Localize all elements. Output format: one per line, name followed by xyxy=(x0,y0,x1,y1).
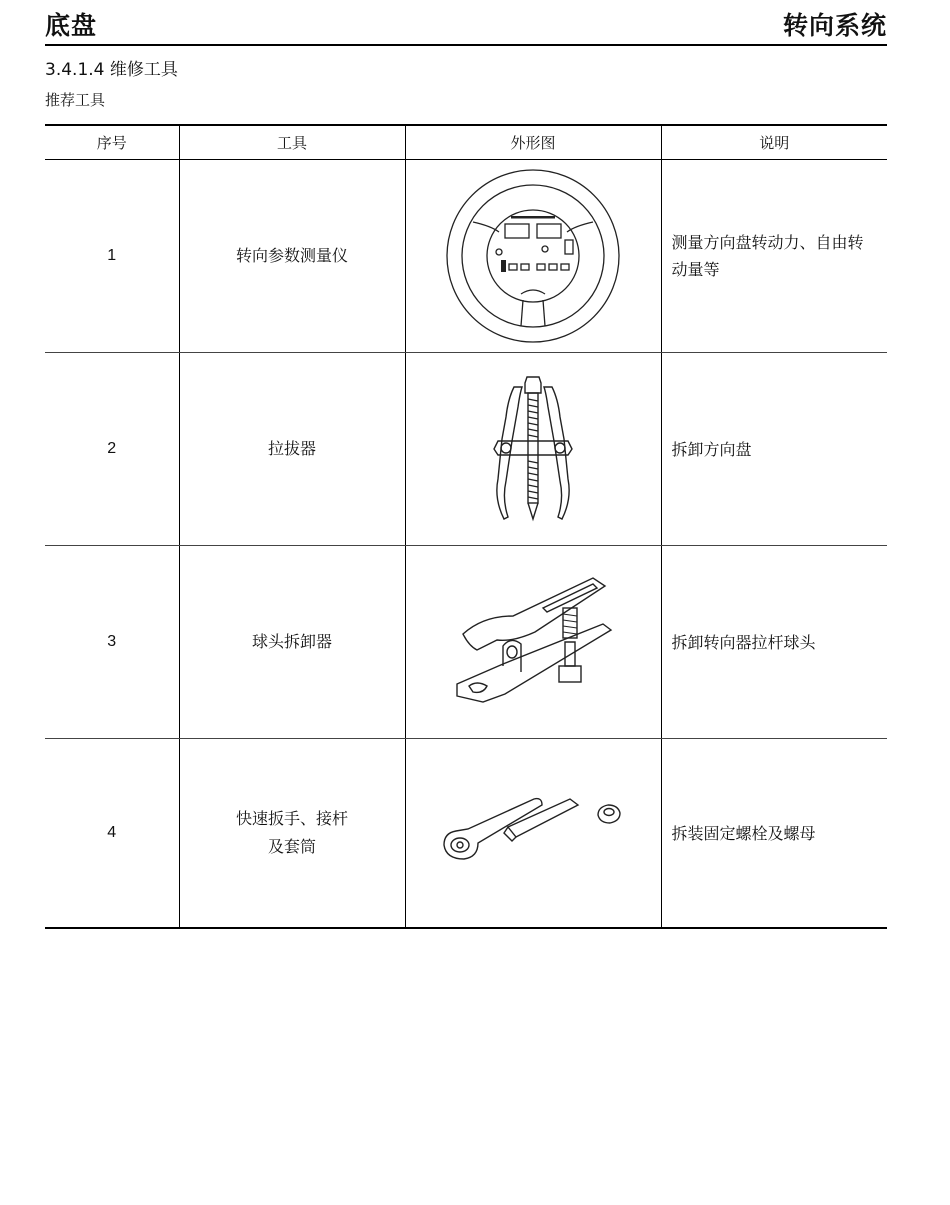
table-row xyxy=(45,160,887,353)
header-illustration: 外形图 xyxy=(405,125,661,160)
row-number: 1 xyxy=(45,160,179,353)
row-number: 2 xyxy=(45,353,179,546)
steering-parameter-tester-icon xyxy=(443,166,623,346)
page-header xyxy=(45,4,887,46)
table-header-row xyxy=(45,125,887,160)
table-row xyxy=(45,353,887,546)
table-row xyxy=(45,739,887,929)
tool-name-line: 及套筒 xyxy=(267,837,316,856)
header-index: 序号 xyxy=(45,125,179,160)
row-number: 4 xyxy=(45,739,179,929)
tool-description: 测量方向盘转动力、自由转动量等 xyxy=(661,160,887,353)
sub-title: 推荐工具 xyxy=(45,91,106,109)
tool-description: 拆卸方向盘 xyxy=(661,353,887,546)
tool-name xyxy=(179,739,405,929)
tool-illustration-cell xyxy=(405,353,661,546)
tool-illustration-cell xyxy=(405,546,661,739)
tool-name-line: 快速扳手、接杆 xyxy=(235,809,348,828)
ball-joint-remover-icon xyxy=(443,572,623,712)
tool-name xyxy=(179,353,405,546)
tool-name xyxy=(179,546,405,739)
table-row xyxy=(45,546,887,739)
header-description: 说明 xyxy=(661,125,887,160)
tool-description: 拆装固定螺栓及螺母 xyxy=(661,739,887,929)
section-title: 3.4.1.4 维修工具 xyxy=(45,60,178,80)
header-tool: 工具 xyxy=(179,125,405,160)
tool-description: 拆卸转向器拉杆球头 xyxy=(661,546,887,739)
tool-name xyxy=(179,160,405,353)
row-number: 3 xyxy=(45,546,179,739)
tools-table xyxy=(45,124,887,929)
puller-icon xyxy=(478,369,588,529)
tool-name-line: 转向参数测量仪 xyxy=(235,246,348,265)
tool-name-line: 球头拆卸器 xyxy=(251,632,332,651)
ratchet-wrench-set-icon xyxy=(438,793,628,873)
header-chapter: 底盘 xyxy=(45,11,98,40)
tool-name-line: 拉拔器 xyxy=(267,439,316,458)
tool-illustration-cell xyxy=(405,160,661,353)
tool-illustration-cell xyxy=(405,739,661,929)
header-system: 转向系统 xyxy=(782,11,887,40)
